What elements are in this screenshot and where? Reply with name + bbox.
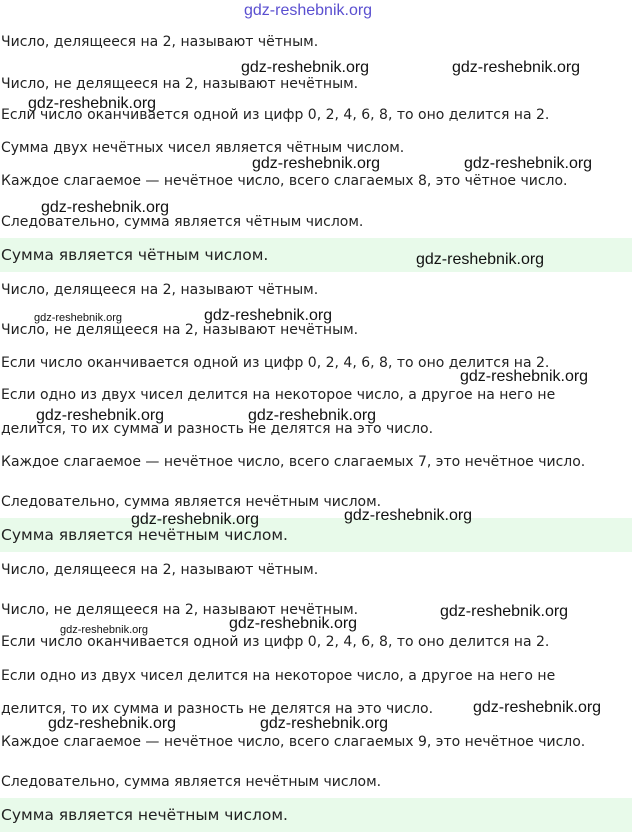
watermark: gdz-reshebnik.org: [260, 715, 389, 732]
text-line: Число, делящееся на 2, называют чётным.: [1, 282, 319, 298]
watermark: gdz-reshebnik.org: [473, 699, 602, 716]
text-line: делится, то их сумма и разность не делятся на это число.: [1, 421, 434, 437]
text-line: Если число оканчивается одной из цифр 0, 2, 4, 6, 8, то оно делится на 2.: [1, 355, 550, 371]
answer-highlight: Сумма является чётным числом.: [0, 238, 632, 272]
text-line: Сумма двух нечётных чисел является чётным числом.: [1, 140, 405, 156]
text-line: Число, не делящееся на 2, называют нечётным.: [1, 76, 359, 92]
watermark: gdz-reshebnik.org: [131, 511, 260, 528]
text-line: Каждое слагаемое — нечётное число, всего слагаемых 8, это чётное число.: [1, 173, 568, 189]
text-line: Каждое слагаемое — нечётное число, всего слагаемых 7, это нечётное число.: [1, 454, 586, 470]
text-line: Следовательно, сумма является нечётным числом.: [1, 494, 382, 510]
text-line: Следовательно, сумма является чётным числом.: [1, 214, 364, 230]
text-line: Если одно из двух чисел делится на некоторое число, а другое на него не: [1, 387, 556, 403]
text-line: Следовательно, сумма является нечётным числом.: [1, 774, 382, 790]
watermark: gdz-reshebnik.org: [244, 2, 373, 19]
watermark: gdz-reshebnik.org: [460, 368, 589, 385]
text-line: делится, то их сумма и разность не делятся на это число.: [1, 701, 434, 717]
watermark: gdz-reshebnik.org: [41, 199, 170, 216]
watermark: gdz-reshebnik.org: [48, 715, 177, 732]
watermark: gdz-reshebnik.org: [36, 407, 165, 424]
watermark: gdz-reshebnik.org: [229, 615, 358, 632]
watermark: gdz-reshebnik.org: [440, 603, 569, 620]
answer-highlight: Сумма является нечётным числом.: [0, 518, 632, 552]
watermark: gdz-reshebnik.org: [464, 155, 593, 172]
watermark: gdz-reshebnik.org: [241, 59, 370, 76]
watermark: gdz-reshebnik.org: [344, 507, 473, 524]
watermark: gdz-reshebnik.org: [60, 624, 149, 636]
text-line: Число, делящееся на 2, называют чётным.: [1, 34, 319, 50]
watermark: gdz-reshebnik.org: [252, 155, 381, 172]
watermark: gdz-reshebnik.org: [204, 307, 333, 324]
watermark: gdz-reshebnik.org: [34, 312, 123, 324]
text-line: Число, делящееся на 2, называют чётным.: [1, 562, 319, 578]
text-line: Число, не делящееся на 2, называют нечётным.: [1, 322, 359, 338]
text-line: Число, не делящееся на 2, называют нечётным.: [1, 602, 359, 618]
watermark: gdz-reshebnik.org: [452, 59, 581, 76]
text-line: Если одно из двух чисел делится на некоторое число, а другое на него не: [1, 668, 556, 684]
watermark: gdz-reshebnik.org: [248, 407, 377, 424]
text-line: Если число оканчивается одной из цифр 0, 2, 4, 6, 8, то оно делится на 2.: [1, 107, 550, 123]
watermark: gdz-reshebnik.org: [416, 251, 545, 268]
answer-highlight: Сумма является нечётным числом.: [0, 798, 632, 832]
watermark: gdz-reshebnik.org: [28, 95, 157, 112]
text-line: Если число оканчивается одной из цифр 0, 2, 4, 6, 8, то оно делится на 2.: [1, 634, 550, 650]
text-line: Каждое слагаемое — нечётное число, всего слагаемых 9, это нечётное число.: [1, 734, 586, 750]
